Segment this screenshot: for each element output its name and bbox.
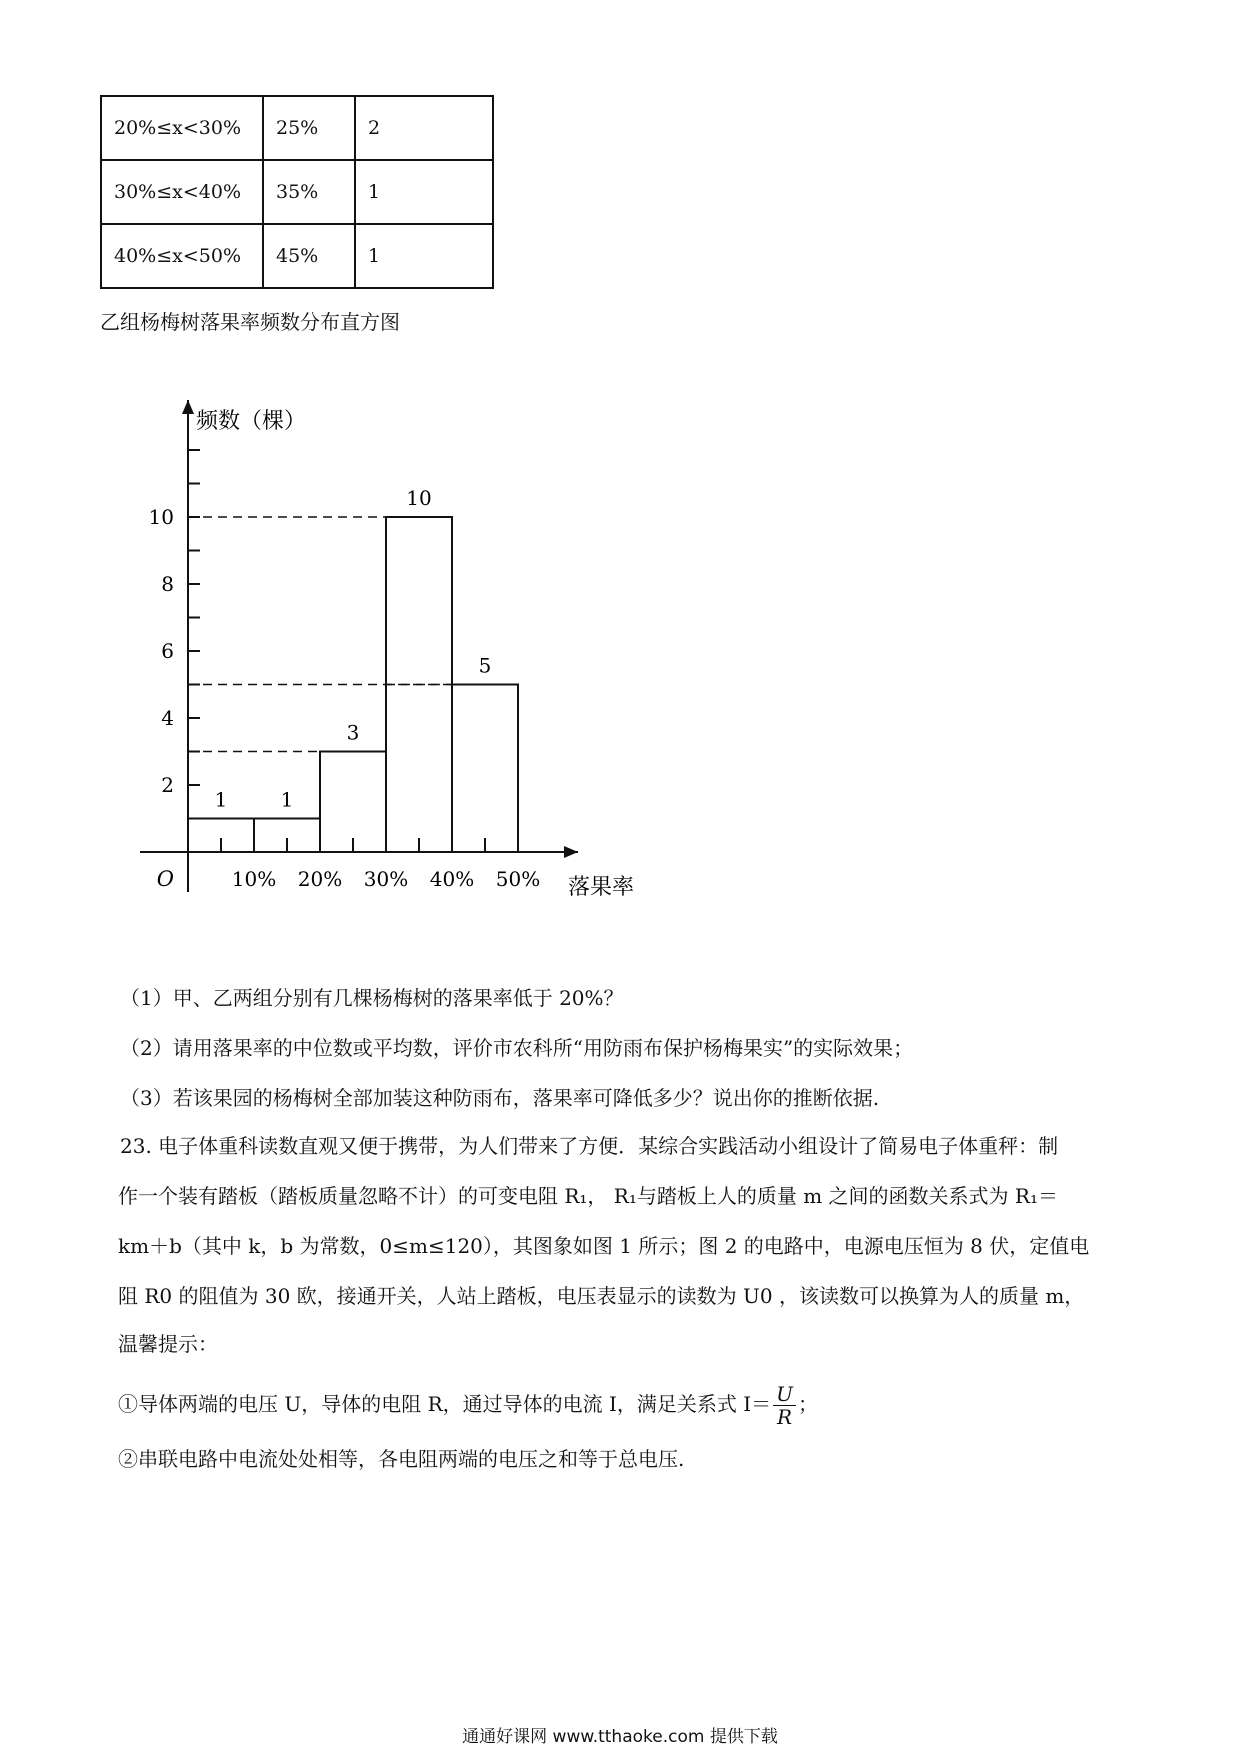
bar-value-label: 1 <box>214 787 228 812</box>
fraction-numerator: U <box>773 1383 796 1406</box>
y-axis-label: 频数（棵） <box>196 409 307 434</box>
count-cell: 1 <box>355 224 493 288</box>
histogram-bar <box>452 685 518 853</box>
x-axis-label: 落果率 <box>568 875 635 900</box>
bar-value-label: 3 <box>346 720 360 745</box>
tip-1-fraction <box>773 1383 796 1428</box>
y-tick-label: 10 <box>148 505 174 529</box>
tip-2: ②串联电路中电流处处相等，各电阻两端的电压之和等于总电压. <box>118 1447 685 1471</box>
y-tick-label: 2 <box>161 773 174 797</box>
y-tick-label: 8 <box>161 572 174 596</box>
x-tick-label: 50% <box>495 867 541 891</box>
problem-23-line-2: 作一个装有踏板（踏板质量忽略不计）的可变电阻 R₁， R₁与踏板上人的质量 m 之间的函数关系式为 R₁＝ <box>118 1184 1058 1208</box>
bar-value-label: 5 <box>478 653 492 678</box>
tip-1 <box>118 1383 818 1428</box>
question-1: （1）甲、乙两组分别有几棵杨梅树的落果率低于 20%？ <box>120 986 624 1010</box>
y-axis-arrow <box>182 400 194 414</box>
count-cell: 2 <box>355 96 493 160</box>
y-tick-label: 6 <box>161 639 174 663</box>
question-2: （2）请用落果率的中位数或平均数，评价市农科所“用防雨布保护杨梅果实”的实际效果； <box>120 1036 914 1060</box>
x-axis-arrow <box>564 846 578 858</box>
tip-1-text: ①导体两端的电压 U，导体的电阻 R，通过导体的电流 I，满足关系式 I＝ <box>118 1392 772 1416</box>
x-tick-label: 30% <box>363 867 409 891</box>
range-cell: 20%≤x<30% <box>101 96 263 160</box>
bar-value-label: 10 <box>406 486 432 510</box>
range-cell: 30%≤x<40% <box>101 160 263 224</box>
tip-1-end: ； <box>798 1392 819 1416</box>
origin-label: O <box>156 867 174 891</box>
midpoint-cell: 25% <box>263 96 355 160</box>
x-tick-label: 10% <box>231 867 277 891</box>
problem-23-line-1: 23. 电子体重科读数直观又便于携带，为人们带来了方便．某综合实践活动小组设计了简易电子体重秤：制 <box>120 1134 1059 1158</box>
count-cell: 1 <box>355 160 493 224</box>
page-footer: 通通好课网 www.tthaoke.com 提供下载 <box>462 1727 778 1747</box>
x-tick-label: 40% <box>429 867 475 891</box>
x-tick-label: 20% <box>297 867 343 891</box>
histogram-bar <box>320 752 386 853</box>
problem-23-line-4: 阻 R0 的阻值为 30 欧，接通开关，人站上踏板，电压表显示的读数为 U0 ，该读数可以换算为人的质量 m， <box>118 1284 1085 1308</box>
bar-value-label: 1 <box>280 787 294 812</box>
range-cell: 40%≤x<50% <box>101 224 263 288</box>
histogram-caption: 乙组杨梅树落果率频数分布直方图 <box>100 310 400 334</box>
y-tick-label: 4 <box>161 706 174 730</box>
problem-23-line-5: 温馨提示： <box>118 1332 218 1356</box>
problem-23-line-3: km＋b（其中 k，b 为常数，0≤m≤120），其图象如图 1 所示；图 2 的电路中，电源电压恒为 8 伏，定值电 <box>118 1234 1090 1258</box>
fraction-denominator: R <box>777 1405 793 1429</box>
midpoint-cell: 45% <box>263 224 355 288</box>
midpoint-cell: 35% <box>263 160 355 224</box>
question-3: （3）若该果园的杨梅树全部加装这种防雨布，落果率可降低多少？说出你的推断依据. <box>120 1086 880 1110</box>
